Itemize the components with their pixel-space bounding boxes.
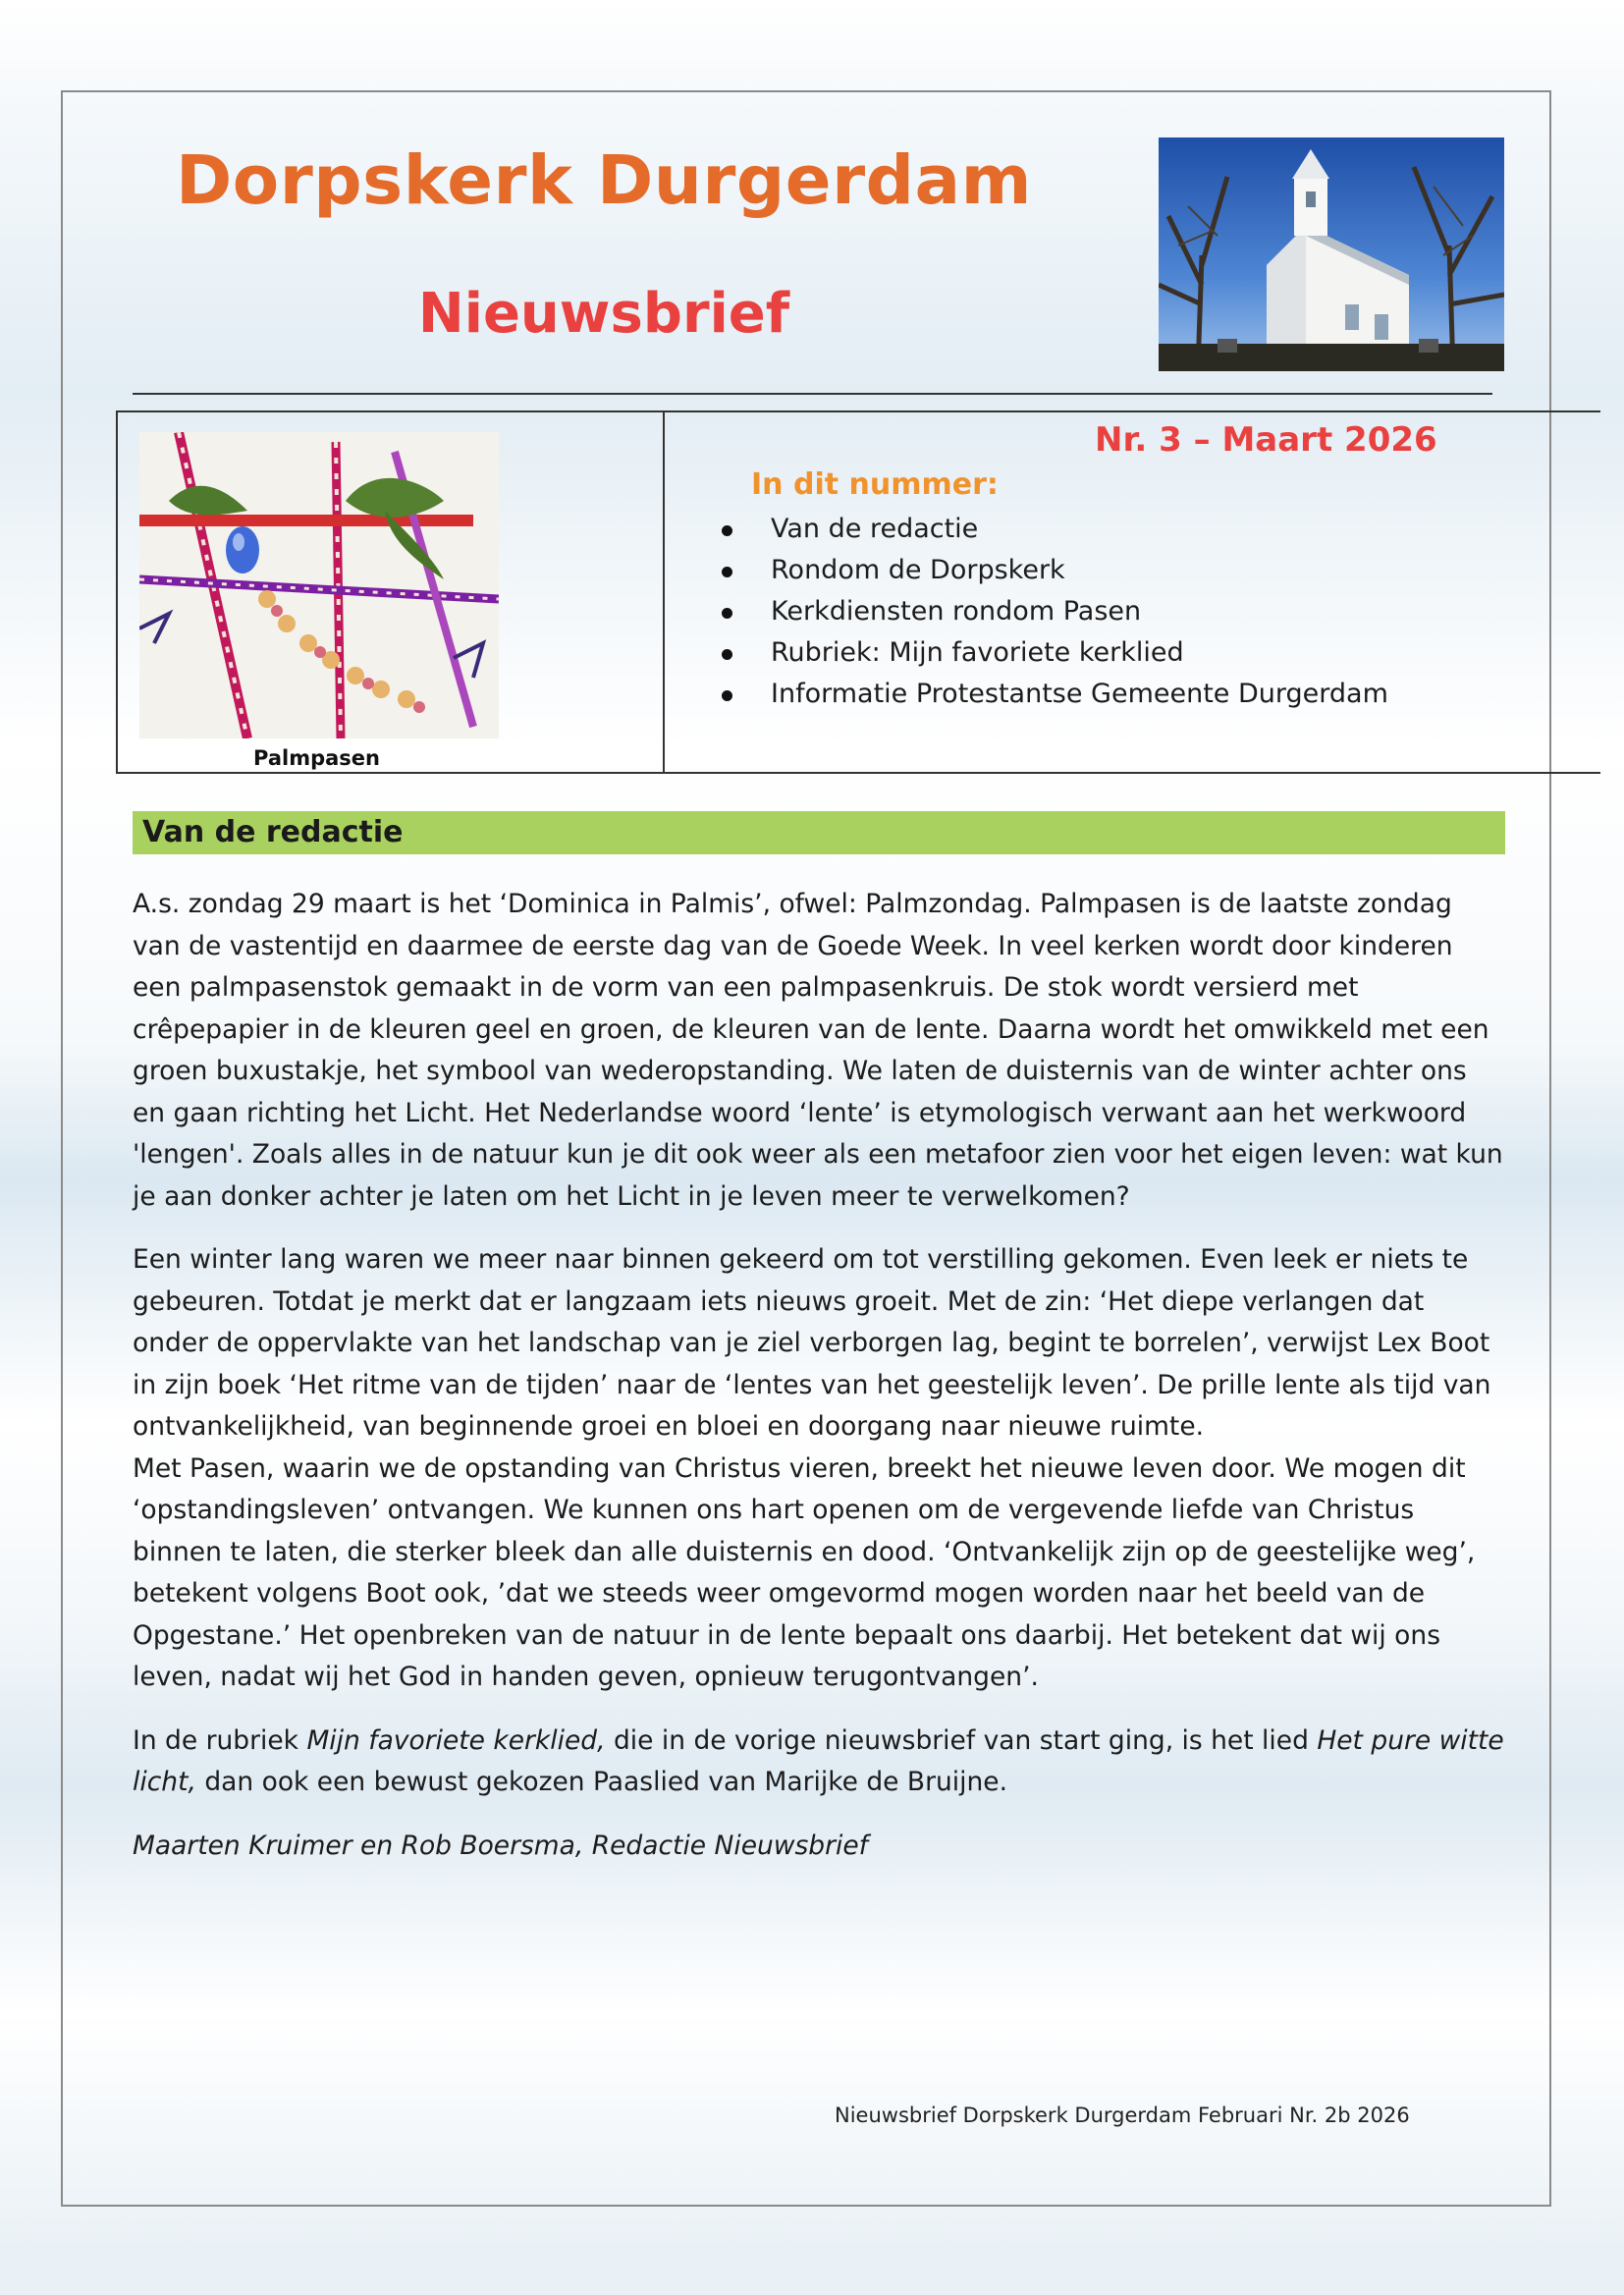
- contents-item: Rubriek: Mijn favoriete kerklied: [722, 632, 1388, 674]
- section-heading-bar: [133, 811, 1505, 854]
- contents-item: Informatie Protestantse Gemeente Durgerdam: [722, 674, 1388, 715]
- contents-item: Van de redactie: [722, 509, 1388, 550]
- article-paragraph: Een winter lang waren we meer naar binnen gekeerd om tot verstilling gekomen. Even leek er niets te gebeuren. Totdat je merkt dat er langzaam iets nieuws groeit. Met de zin: ‘Het diepe verlangen dat onder de oppervlakte van het landschap van je ziel verborgen lag, begint te borrelen’, verwijst Lex Boot in zijn boek ‘Het ritme van de tijden’ naar de ‘lentes van het geestelijk leven’. De prille lente als tijd van ontvankelijkheid, van beginnende groei en bloei en doorgang naar nieuwe ruimte.: [133, 1244, 1491, 1442]
- newsletter-subtitle: Nieuwsbrief: [417, 282, 790, 346]
- bullet-icon: [722, 690, 732, 701]
- bullet-icon: [722, 567, 732, 577]
- article-paragraph: A.s. zondag 29 maart is het ‘Dominica in Palmis’, ofwel: Palmzondag. Palmpasen is de laatste zondag van de vastentijd en daarmee de eerste dag van de Goede Week. In veel kerken wordt door kinderen een palmpasenstok gemaakt in de vorm van een palmpasenkruis. De stok wordt versierd met crêpepapier in de kleuren geel en groen, de kleuren van de lente. Daarna wordt het omwikkeld met een groen buxustakje, het symbool van wederopstanding. We laten de duisternis van de winter achter ons en gaan richting het Licht. Het Nederlandse woord ‘lente’ is etymologisch verwant aan het werkwoord 'lengen'. Zoals alles in de natuur kun je dit ook weer als een metafoor zien voor het eigen leven: wat kun je aan donker achter je laten om het Licht in je leven meer te verwelkomen?: [133, 889, 1503, 1212]
- article-paragraph: In de rubriek Mijn favoriete kerklied, die in de vorige nieuwsbrief van start ging, is het lied Het pure witte licht, dan ook een bewust gekozen Paaslied van Marijke de Bruijne.: [133, 1724, 1504, 1797]
- bullet-icon: [722, 525, 732, 536]
- article-signature: Maarten Kruimer en Rob Boersma, Redactie Nieuwsbrief: [133, 1830, 869, 1861]
- photo-caption: Palmpasen: [253, 746, 380, 770]
- contents-heading: In dit nummer:: [751, 467, 999, 502]
- contents-box-divider: [663, 412, 665, 772]
- contents-list: [722, 509, 1388, 715]
- palmpasen-cross-photo: [139, 432, 499, 738]
- church-photo: [1159, 137, 1504, 371]
- page-footer: Nieuwsbrief Dorpskerk Durgerdam Februari Nr. 2b 2026: [835, 2104, 1410, 2127]
- bullet-icon: [722, 608, 732, 619]
- article-paragraph: Met Pasen, waarin we de opstanding van Christus vieren, breekt het nieuwe leven door. We mogen dit ‘opstandingsleven’ ontvangen. We kunnen ons hart openen om de vergevende liefde van Christus binnen te laten, die sterker bleek dan alle duisternis en dood. ‘Ontvankelijk zijn op de geestelijke weg’, betekent volgens Boot ook, ’dat we steeds weer omgevormd mogen worden naar het beeld van de Opgestane.’ Het openbreken van de natuur in de lente bepaalt ons daarbij. Het betekent dat wij ons leven, nadat wij het God in handen geven, opnieuw terugontvangen’.: [133, 1452, 1476, 1692]
- section-heading: Van de redactie: [142, 815, 404, 849]
- issue-number: Nr. 3 – Maart 2026: [1095, 420, 1437, 460]
- newsletter-title: Dorpskerk Durgerdam: [176, 141, 1032, 220]
- header-rule: [133, 393, 1492, 395]
- article-body: [133, 884, 1505, 1888]
- contents-item: Kerkdiensten rondom Pasen: [722, 591, 1388, 632]
- bullet-icon: [722, 649, 732, 660]
- contents-item: Rondom de Dorpskerk: [722, 550, 1388, 591]
